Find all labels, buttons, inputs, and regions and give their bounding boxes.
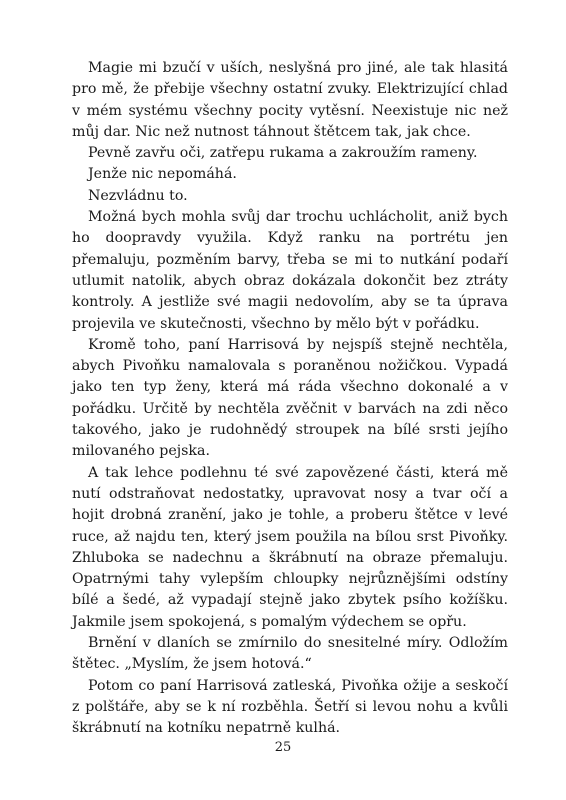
- paragraph-9: Potom co paní Harrisová zatleská, Pivoňka ožije a seskočí z polštáře, aby se k ní rozběhla. Šetří si levou nohu a kvůli škrábnutí na kotníku nepatrně kulhá.: [72, 677, 508, 737]
- paragraph-5: Možná bych mohla svůj dar trochu uchlácholit, aniž bych ho doopravdy využila. Když ranku na portrétu jen přemaluju, pozměním barvy, třeba se mi to nutkání podaří utlumit natolik, abych obraz dokázala dokončit bez ztráty kontroly. A jestliže své magii nedovolím, aby se ta úprava projevila ve skutečnosti, všechno by mělo být v pořádku.: [72, 209, 508, 332]
- paragraph-1: Magie mi bzučí v uších, neslyšná pro jiné, ale tak hlasitá pro mě, že přebije všechny ostatní zvuky. Elektrizující chlad v mém systému všechny pocity vytěsní. Neexistuje nic než můj dar. Nic než nutnost táhnout štětcem tak, jak chce.: [72, 60, 508, 140]
- paragraph-6: Kromě toho, paní Harrisová by nejspíš stejně nechtěla, abych Pivoňku namalovala s poraněnou nožičkou. Vypadá jako ten typ ženy, která má ráda všechno dokonalé a v pořádku. Určitě by nechtěla zvěčnit v barvách na zdi něco takového, jako je rudohnědý stroupek na bílé srsti jejího milovaného pejska.: [72, 336, 508, 460]
- page-number: 25: [274, 740, 292, 755]
- paragraph-2: Pevně zavřu oči, zatřepu rukama a zakroužím rameny.: [88, 145, 478, 162]
- paragraph-3: Jenže nic nepomáhá.: [88, 166, 237, 183]
- paragraph-4: Nezvládnu to.: [88, 187, 188, 204]
- paragraph-8: Brnění v dlaních se zmírnilo do snesitelné míry. Odložím štětec. „Myslím, že jsem hotová.“: [72, 635, 508, 673]
- body-text: [72, 58, 508, 740]
- paragraph-7: A tak lehce podlehnu té své zapovězené části, která mě nutí odstraňovat nedostatky, upravovat nosy a tvar očí a hojit drobná zranění, jako je tohle, a proberu štětce v levé ruce, až najdu ten, který jsem použila na bílou srst Pivoňky. Zhluboka se nadechnu a škrábnutí na obraze přemaluju. Opatrnými tahy vylepším chloupky nejrůznějšími odstíny bílé a šedé, až vypadají stejně jako zbytek psího kožíšku. Jakmile jsem spokojená, s pomalým výdechem se opřu.: [72, 464, 508, 630]
